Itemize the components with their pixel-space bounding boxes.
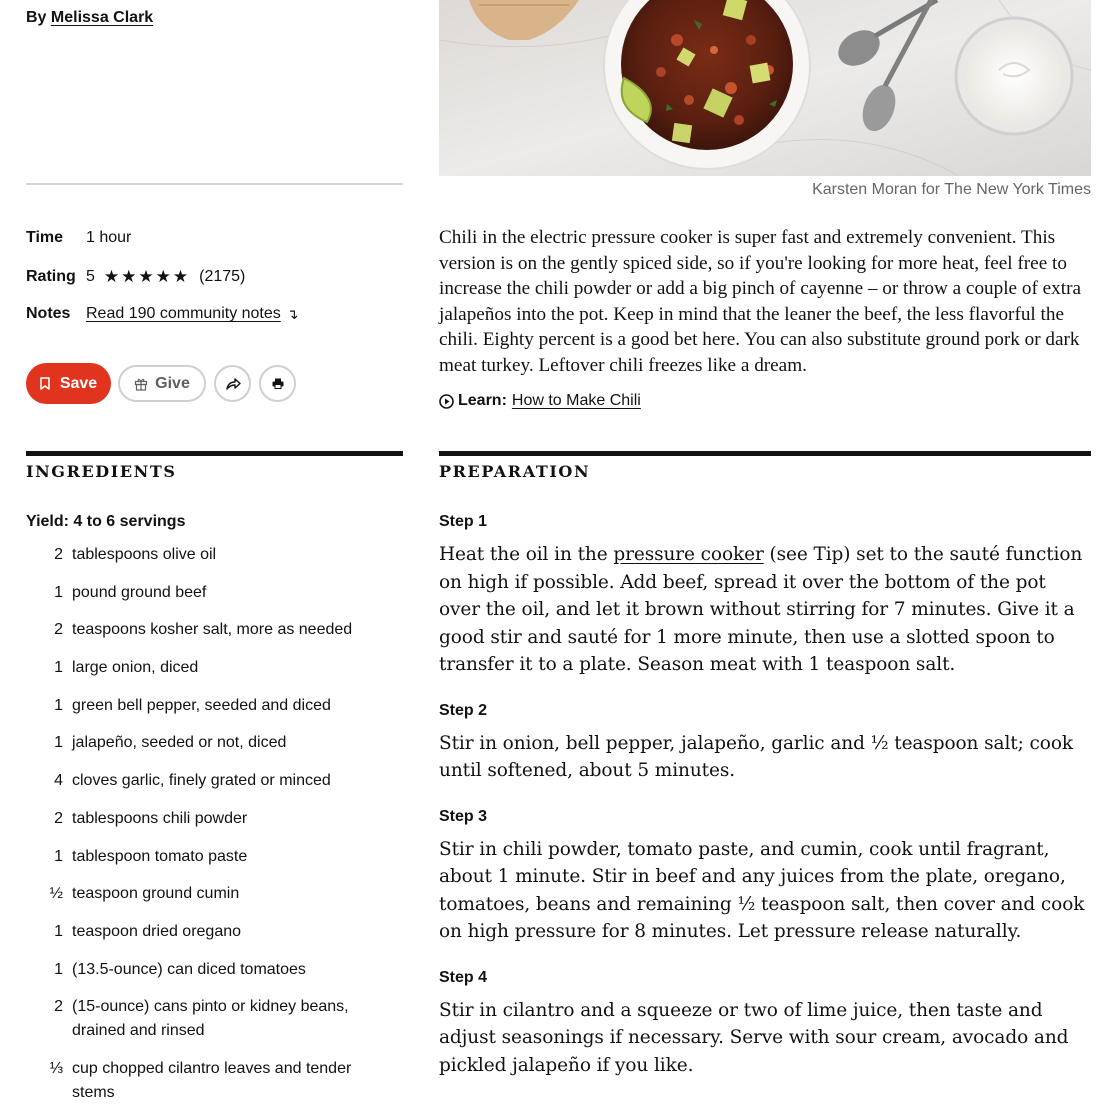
ingredient-item [26,618,403,642]
ingredient-description: tablespoon tomato paste [72,847,248,865]
ingredient-item [26,995,403,1043]
ingredient-description: cloves garlic, finely grated or minced [72,772,331,790]
ingredient-description: pound ground beef [72,583,207,601]
ingredient-item [26,958,403,982]
ingredient-description: jalapeño, seeded or not, diced [72,734,287,752]
ingredient-item [26,845,403,869]
ingredient-quantity: 1 [54,922,63,940]
preparation-steps [439,512,1091,1101]
notes-label: Notes [26,305,71,322]
print-button[interactable] [259,365,296,402]
play-circle-icon [439,394,454,409]
print-icon [272,378,284,389]
ingredient-description: green bell pepper, seeded and diced [72,696,331,714]
recipe-body-column [439,0,1091,1120]
learn-label: Learn: [458,392,507,409]
time-label: Time [26,229,64,246]
ingredient-quantity: 1 [54,659,63,677]
ingredient-item [26,581,403,605]
ingredient-description: tablespoons chili powder [72,809,248,827]
ingredient-quantity: 2 [54,998,63,1016]
action-bar [26,363,304,404]
step [439,701,1091,785]
byline-prefix: By [26,9,47,26]
ingredient-quantity: 1 [54,696,63,714]
ingredient-quantity: 1 [54,734,63,752]
recipe-intro: Chili in the electric pressure cooker is super fast and extremely convenient. This version is on the gently spiced side, so if you're looking for more heat, feel free to increase the chili powder or add a big pinch of cayenne – or throw a couple of extra jalapeños into the pot. Keep in mind that the leaner the beef, the less flavorful the chili. Eighty percent is a good bet here. You can also substitute ground pork or dark meat turkey. Leftover chili freezes like a dream. [439,227,1081,376]
ingredient-quantity: 2 [54,621,63,639]
preparation-heading: PREPARATION [439,462,591,481]
ingredients-heading: INGREDIENTS [26,462,177,481]
learn-row [439,392,641,410]
step [439,512,1091,679]
step-text: Stir in onion, bell pepper, jalapeño, garlic and ½ teaspoon salt; cook until softened, about 5 minutes. [439,732,1073,781]
ingredient-quantity: 4 [54,772,63,790]
community-notes-link[interactable]: Read 190 community notes [86,305,281,322]
rating-stars[interactable]: ★★★★★ [103,267,191,286]
step-text: Stir in cilantro and a squeeze or two of lime juice, then taste and adjust seasonings if necessary. Serve with sour cream, avocado and pickled jalapeño if you like. [439,999,1069,1076]
ingredient-item [26,1057,403,1105]
step-title: Step 2 [439,701,488,719]
save-button[interactable] [26,363,111,404]
ingredient-description: tablespoons olive oil [72,546,217,563]
byline [26,9,153,27]
time-value: 1 hour [86,229,132,246]
ingredient-description: teaspoons kosher salt, more as needed [72,621,353,639]
ingredient-quantity: 1 [54,960,63,978]
give-label: Give [155,374,190,392]
step-text: Heat the oil in the pressure cooker (see Tip) set to the sauté function on high if possible. Add beef, spread it over the bottom of the pot over the oil, and let it brown without stirring for 7 minutes. Give it a good stir and sauté for 1 more minute, then use a slotted spoon to transfer it to a plate. Season meat with 1 teaspoon salt. [439,544,1083,675]
ingredient-item [26,920,403,944]
ingredient-quantity: ½ [49,885,63,903]
rating-row [26,267,245,287]
share-button[interactable] [214,365,251,402]
ingredient-item [26,656,403,680]
ingredient-quantity: 1 [54,847,63,865]
step-title: Step 3 [439,807,488,825]
step-title: Step 4 [439,968,488,986]
recipe-photo [439,0,1091,176]
save-label: Save [59,374,98,392]
ingredient-description: teaspoon ground cumin [72,885,240,903]
ingredient-item [26,543,403,567]
share-icon [225,377,241,391]
ingredient-quantity: ⅓ [49,1059,63,1077]
step [439,968,1091,1080]
how-to-make-chili-link[interactable]: How to Make Chili [511,392,641,409]
divider [26,183,403,185]
ingredient-item [26,882,403,906]
rating-label: Rating [26,268,76,285]
author-link[interactable]: Melissa Clark [50,9,154,26]
notes-row [26,305,299,323]
rating-value: 5 [86,268,95,285]
arrow-down-icon: ↴ [286,305,299,322]
ingredient-description: teaspoon dried oregano [72,922,242,940]
ingredient-item [26,807,403,831]
pressure-cooker-link[interactable]: pressure cooker [613,544,764,565]
ingredient-quantity: 2 [54,809,63,827]
ingredient-description: cup chopped cilantro leaves and tender stems [72,1059,352,1101]
bookmark-icon [40,377,50,390]
ingredient-description: (13.5-ounce) can diced tomatoes [72,960,306,978]
give-button[interactable] [118,365,206,402]
ingredient-item [26,731,403,755]
rating-count: (2175) [199,268,246,285]
ingredient-list [26,543,403,1119]
preparation-rule [439,451,1091,456]
gift-icon [134,377,148,391]
ingredient-quantity: 2 [54,546,63,563]
step-title: Step 1 [439,513,488,530]
yield: Yield: 4 to 6 servings [26,513,186,530]
ingredient-description: (15-ounce) cans pinto or kidney beans, drained and rinsed [72,998,349,1040]
ingredient-description: large onion, diced [72,659,199,677]
chili-bowl-photo [439,0,1091,176]
step-text: Stir in chili powder, tomato paste, and cumin, cook until fragrant, about 1 minute. Stir in beef and any juices from the plate, oregano, tomatoes, beans and remaining ½ teaspoon salt, then cover and cook on high pressure for 8 minutes. Let pressure release naturally. [439,838,1085,942]
ingredient-item [26,769,403,793]
ingredient-item [26,694,403,718]
ingredients-rule [26,451,403,456]
ingredient-quantity: 1 [54,583,63,601]
photo-credit: Karsten Moran for The New York Times [812,181,1091,198]
time-row [26,229,131,247]
step [439,807,1091,946]
